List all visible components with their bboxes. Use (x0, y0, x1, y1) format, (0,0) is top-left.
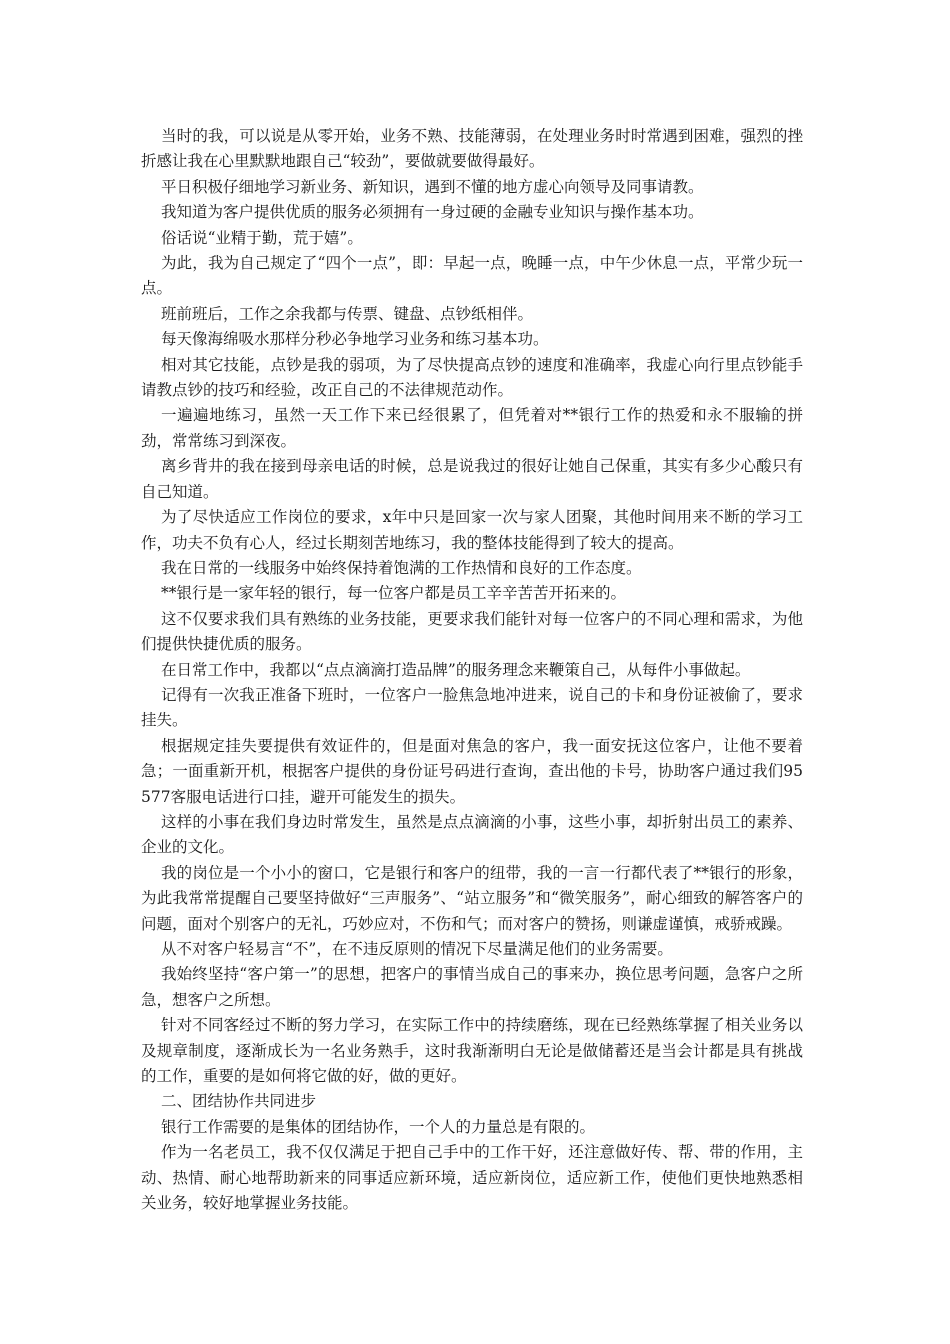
paragraph: 银行工作需要的是集体的团结协作，一个人的力量总是有限的。 (161, 1117, 596, 1136)
paragraph: 我始终坚持“客户第一”的思想，把客户的事情当成自己的事来办，换位思考问题，急客户之所急，想客户之所想。 (141, 965, 803, 1009)
paragraph: 从不对客户轻易言“不”，在不违反原则的情况下尽量满足他们的业务需要。 (161, 940, 673, 958)
paragraph: 针对不同客经过不断的努力学习，在实际工作中的持续磨练，现在已经熟练掌握了相关业务以及规章制度，逐渐成长为一名业务熟手，这时我渐渐明白无论是做储蓄还是当会计都是具有挑战的工作，重要的是如何将它做的好，做的更好。 (141, 1016, 803, 1086)
paragraph: 相对其它技能，点钞是我的弱项，为了尽快提高点钞的速度和准确率，我虚心向行里点钞能手请教点钞的技巧和经验，改正自己的不法律规范动作。 (141, 355, 803, 400)
paragraph: 为此，我为自己规定了“四个一点”，即：早起一点，晚睡一点，中午少休息一点，平常少玩一点。 (141, 254, 803, 298)
paragraph: 俗话说“业精于勤，荒于嬉”。 (161, 228, 363, 247)
paragraph: 在日常工作中，我都以“点点滴滴打造品牌”的服务理念来鞭策自己，从每件小事做起。 (161, 660, 751, 679)
paragraph: 每天像海绵吸水那样分秒必争地学习业务和练习基本功。 (161, 330, 549, 349)
paragraph: 记得有一次我正准备下班时，一位客户一脸焦急地冲进来，说自己的卡和身份证被偷了，要求挂失。 (141, 685, 803, 730)
paragraph: 我知道为客户提供优质的服务必须拥有一身过硬的金融专业知识与操作基本功。 (161, 203, 704, 222)
paragraph: 我的岗位是一个小小的窗口，它是银行和客户的纽带，我的一言一行都代表了**银行的形象，为此我常常提醒自己要坚持做好“三声服务”、“站立服务”和“微笑服务”，耐心细致的解答客户的问题，面对个别客户的无礼，巧妙应对，不伤和气；而对客户的赞扬，则谦虚谨慎，戒骄戒躁。 (141, 863, 803, 933)
paragraph: 根据规定挂失要提供有效证件的，但是面对焦急的客户，我一面安抚这位客户，让他不要着急；一面重新开机，根据客户提供的身份证号码进行查询，查出他的卡号，协助客户通过我们95577客服电话进行口挂，避开可能发生的损失。 (141, 736, 803, 806)
paragraph: 离乡背井的我在接到母亲电话的时候，总是说我过的很好让她自己保重，其实有多少心酸只有自己知道。 (141, 457, 803, 501)
paragraph: 这不仅要求我们具有熟练的业务技能，更要求我们能针对每一位客户的不同心理和需求，为他们提供快捷优质的服务。 (141, 609, 803, 654)
paragraph: **银行是一家年轻的银行，每一位客户都是员工辛辛苦苦开拓来的。 (161, 584, 627, 603)
paragraph: 为了尽快适应工作岗位的要求，x年中只是回家一次与家人团聚，其他时间用来不断的学习工作，功夫不负有心人，经过长期刻苦地练习，我的整体技能得到了较大的提高。 (141, 508, 803, 552)
paragraph: 这样的小事在我们身边时常发生，虽然是点点滴滴的小事，这些小事，却折射出员工的素养、企业的文化。 (141, 812, 803, 857)
paragraph: 平日积极仔细地学习新业务、新知识，遇到不懂的地方虚心向领导及同事请教。 (161, 177, 704, 196)
paragraph: 当时的我，可以说是从零开始，业务不熟、技能薄弱，在处理业务时时常遇到困难，强烈的挫折感让我在心里默默地跟自己“较劲”，要做就要做得最好。 (141, 127, 803, 171)
paragraph: 一遍遍地练习，虽然一天工作下来已经很累了，但凭着对**银行工作的热爱和永不服输的拼劲，常常练习到深夜。 (141, 406, 803, 450)
paragraph: 作为一名老员工，我不仅仅满足于把自己手中的工作干好，还注意做好传、帮、带的作用，主动、热情、耐心地帮助新来的同事适应新环境，适应新岗位，适应新工作，使他们更快地熟悉相关业务，较好地掌握业务技能。 (141, 1143, 803, 1213)
paragraph: 班前班后，工作之余我都与传票、键盘、点钞纸相伴。 (161, 304, 534, 323)
document-body (141, 124, 803, 1216)
section-heading: 二、团结协作共同进步 (161, 1092, 317, 1111)
paragraph: 我在日常的一线服务中始终保持着饱满的工作热情和良好的工作态度。 (161, 558, 642, 577)
